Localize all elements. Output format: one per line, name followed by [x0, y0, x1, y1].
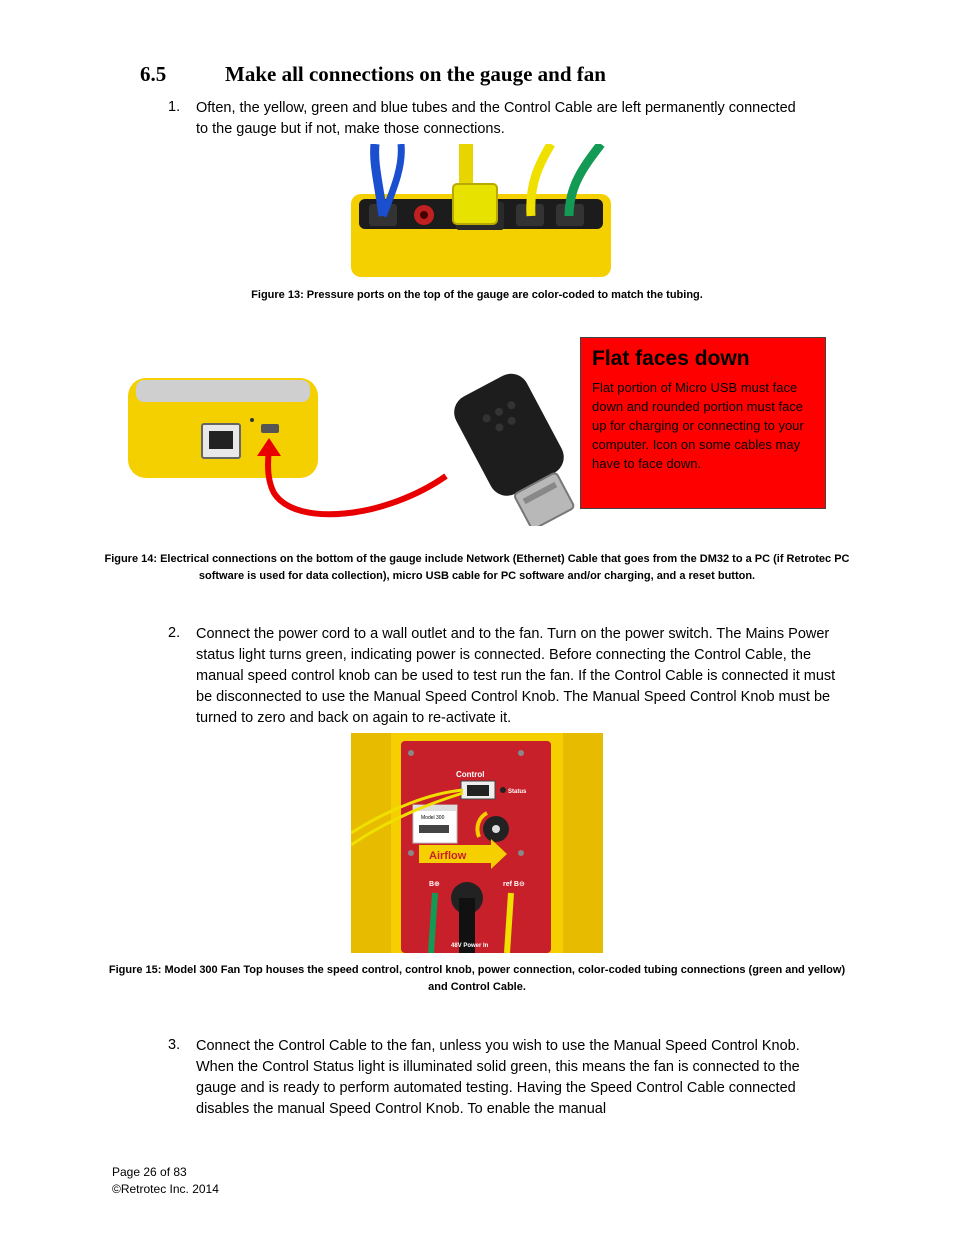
fan-b-port-label: B⊕: [429, 881, 440, 888]
step-1-text: Often, the yellow, green and blue tubes and the Control Cable are left permanently connected to the gauge but if not, make those connections.: [196, 100, 796, 137]
figure-15-caption: Figure 15: Model 300 Fan Top houses the speed control, control knob, power connection, color-coded tubing connections (green and yellow) and Control Cable.: [108, 964, 846, 993]
callout-title: Flat faces down: [592, 347, 750, 370]
fan-airflow-label: Airflow: [429, 850, 467, 862]
section-number: 6.5: [140, 62, 167, 86]
fan-status-label: Status: [508, 789, 527, 795]
fan-power-label: 48V Power In: [451, 943, 489, 949]
step-3-text: Connect the Control Cable to the fan, unless you wish to use the Manual Speed Control Knob. When the Control Status light is illuminated solid green, this means the fan is connected to the gauge and is ready to perform automated testing. Having the Speed Control Cable connected disables the manual Speed Control Knob. To enable the manual: [196, 1038, 800, 1117]
figure-14-image: [126, 338, 581, 526]
step-3-number: 3.: [168, 1037, 181, 1053]
figure-14-caption: Figure 14: Electrical connections on the bottom of the gauge include Network (Ethernet) Cable that goes from the DM32 to a PC (if Retrotec PC software is used for data collection), micro USB cable for PC software and/or charging, and a reset button.: [104, 553, 850, 582]
step-2-number: 2.: [168, 625, 181, 641]
fan-model-label: Model 300: [421, 815, 445, 821]
footer-page-number: Page 26 of 83: [112, 1165, 187, 1179]
callout-body: Flat portion of Micro USB must face down and rounded portion must face up for charging or connecting to your computer. Icon on some cables may have to face down.: [592, 380, 804, 471]
section-title: Make all connections on the gauge and fan: [225, 62, 606, 86]
step-1-number: 1.: [168, 99, 181, 115]
fan-ref-b-port-label: ref B⊖: [503, 881, 525, 888]
step-2-text: Connect the power cord to a wall outlet and to the fan. Turn on the power switch. The Mains Power status light turns green, indicating power is connected. Before connecting the Control Cable, the manual speed control knob can be used to test run the fan. If the Control Cable is connected it must be disconnected to use the Manual Speed Control Knob. The Manual Speed Control Knob must be turned to zero and back on again to re-activate it.: [196, 626, 836, 726]
fan-control-label: Control: [456, 770, 485, 779]
figure-13-image: [351, 144, 611, 277]
flat-faces-down-callout: [580, 337, 826, 509]
footer-copyright: ©Retrotec Inc. 2014: [112, 1182, 219, 1196]
section-heading: [140, 62, 606, 87]
figure-15-image: [351, 733, 603, 953]
figure-13-caption: Figure 13: Pressure ports on the top of the gauge are color-coded to match the tubing.: [251, 289, 703, 301]
